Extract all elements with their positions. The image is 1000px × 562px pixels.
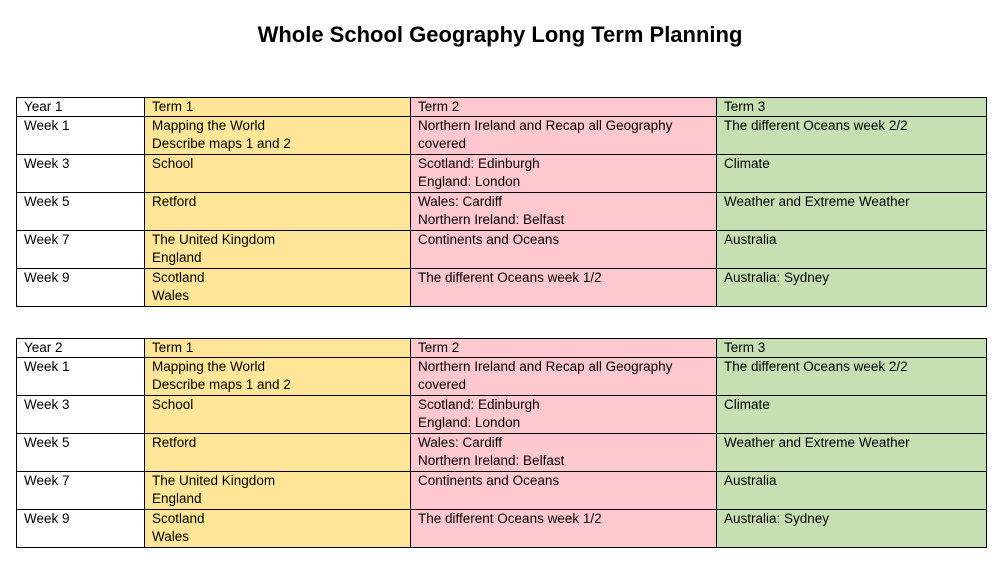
planning-table-year-1	[16, 97, 987, 307]
cell-line: Weather and Extreme Weather	[724, 194, 910, 209]
term-1-cell	[145, 117, 411, 155]
term-3-cell	[717, 117, 987, 155]
term-1-header: Term 1	[145, 339, 411, 358]
term-3-cell	[717, 358, 987, 396]
cell-line: Wales: Cardiff	[418, 435, 503, 450]
week-label: Week 7	[17, 231, 145, 269]
cell-line: Northern Ireland: Belfast	[418, 212, 565, 227]
cell-line: The United Kingdom	[152, 232, 276, 247]
term-1-cell	[145, 510, 411, 548]
term-2-cell	[411, 510, 717, 548]
cell-line: The different Oceans week 1/2	[418, 511, 602, 526]
table-row	[17, 396, 987, 434]
table-row	[17, 434, 987, 472]
cell-line: The different Oceans week 1/2	[418, 270, 602, 285]
cell-line: Northern Ireland and Recap all Geography	[418, 359, 673, 374]
cell-line: Australia: Sydney	[724, 270, 830, 285]
table-row	[17, 117, 987, 155]
cell-line: Describe maps 1 and 2	[152, 136, 291, 151]
cell-line: Retford	[152, 194, 197, 209]
term-2-cell	[411, 231, 717, 269]
cell-line: Climate	[724, 156, 770, 171]
week-label: Week 3	[17, 155, 145, 193]
term-2-cell	[411, 358, 717, 396]
week-label: Week 9	[17, 510, 145, 548]
term-2-cell	[411, 434, 717, 472]
week-label: Week 1	[17, 358, 145, 396]
table-header-row	[17, 98, 987, 117]
cell-line: The different Oceans week 2/2	[724, 118, 908, 133]
term-3-cell	[717, 472, 987, 510]
week-label: Week 1	[17, 117, 145, 155]
cell-line: Scotland	[152, 511, 205, 526]
cell-line: covered	[418, 136, 467, 151]
cell-line: School	[152, 397, 194, 412]
cell-line: Mapping the World	[152, 359, 266, 374]
cell-line: Weather and Extreme Weather	[724, 435, 910, 450]
term-3-cell	[717, 434, 987, 472]
cell-line: England: London	[418, 415, 521, 430]
week-label: Week 5	[17, 434, 145, 472]
cell-line: England	[152, 250, 202, 265]
cell-line: England: London	[418, 174, 521, 189]
week-label: Week 3	[17, 396, 145, 434]
term-1-cell	[145, 155, 411, 193]
cell-line: Scotland	[152, 270, 205, 285]
table-row	[17, 231, 987, 269]
cell-line: England	[152, 491, 202, 506]
term-3-cell	[717, 231, 987, 269]
cell-line: School	[152, 156, 194, 171]
term-3-cell	[717, 269, 987, 307]
table-header-row	[17, 339, 987, 358]
term-2-header: Term 2	[411, 98, 717, 117]
term-1-cell	[145, 193, 411, 231]
term-3-cell	[717, 155, 987, 193]
term-2-cell	[411, 269, 717, 307]
term-2-cell	[411, 193, 717, 231]
planning-table-year-2	[16, 338, 987, 548]
table-row	[17, 269, 987, 307]
term-3-cell	[717, 510, 987, 548]
cell-line: Scotland: Edinburgh	[418, 397, 540, 412]
cell-line: Wales: Cardiff	[418, 194, 503, 209]
cell-line: Australia	[724, 473, 777, 488]
term-2-cell	[411, 472, 717, 510]
cell-line: Continents and Oceans	[418, 232, 560, 247]
term-3-header: Term 3	[717, 339, 987, 358]
cell-line: Scotland: Edinburgh	[418, 156, 540, 171]
cell-line: The different Oceans week 2/2	[724, 359, 908, 374]
year-label: Year 1	[17, 98, 145, 117]
cell-line: covered	[418, 377, 467, 392]
term-3-cell	[717, 396, 987, 434]
term-1-cell	[145, 269, 411, 307]
year-label: Year 2	[17, 339, 145, 358]
term-1-cell	[145, 396, 411, 434]
term-1-cell	[145, 358, 411, 396]
cell-line: Australia: Sydney	[724, 511, 830, 526]
cell-line: Northern Ireland and Recap all Geography	[418, 118, 673, 133]
table-row	[17, 358, 987, 396]
week-label: Week 7	[17, 472, 145, 510]
table-row	[17, 472, 987, 510]
page-title: Whole School Geography Long Term Planning	[257, 22, 743, 47]
cell-line: Continents and Oceans	[418, 473, 560, 488]
term-2-cell	[411, 155, 717, 193]
cell-line: Wales	[152, 529, 190, 544]
cell-line: Retford	[152, 435, 197, 450]
cell-line: Describe maps 1 and 2	[152, 377, 291, 392]
term-1-header: Term 1	[145, 98, 411, 117]
term-1-cell	[145, 472, 411, 510]
term-1-cell	[145, 231, 411, 269]
term-1-cell	[145, 434, 411, 472]
cell-line: Mapping the World	[152, 118, 266, 133]
cell-line: Wales	[152, 288, 190, 303]
cell-line: The United Kingdom	[152, 473, 276, 488]
cell-line: Northern Ireland: Belfast	[418, 453, 565, 468]
table-row	[17, 510, 987, 548]
week-label: Week 9	[17, 269, 145, 307]
cell-line: Climate	[724, 397, 770, 412]
term-2-cell	[411, 396, 717, 434]
term-2-header: Term 2	[411, 339, 717, 358]
term-3-cell	[717, 193, 987, 231]
term-2-cell	[411, 117, 717, 155]
term-3-header: Term 3	[717, 98, 987, 117]
week-label: Week 5	[17, 193, 145, 231]
cell-line: Australia	[724, 232, 777, 247]
table-row	[17, 193, 987, 231]
table-row	[17, 155, 987, 193]
